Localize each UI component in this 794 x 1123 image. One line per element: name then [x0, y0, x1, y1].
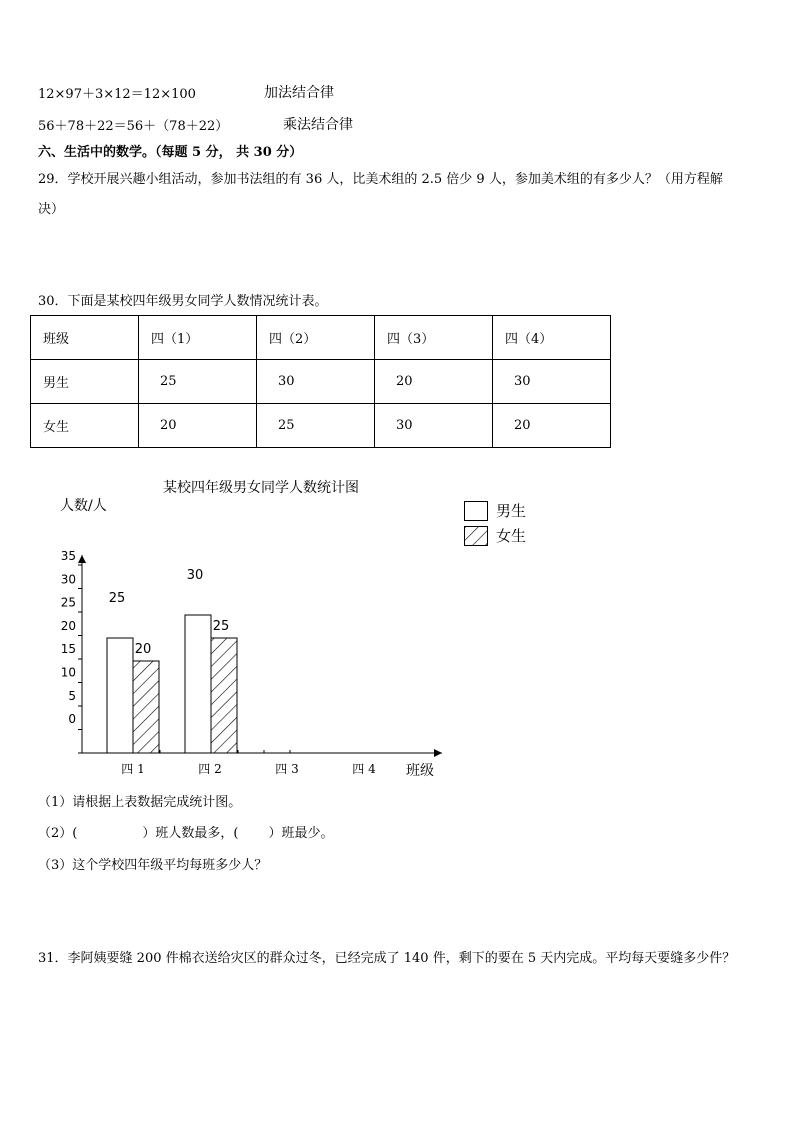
table-cell: 25 — [257, 404, 375, 448]
table-cell: 30 — [375, 404, 493, 448]
table-cell: 女生 — [31, 404, 139, 448]
question-30-intro: 30．下面是某校四年级男女同学人数情况统计表。 — [38, 294, 328, 309]
bar-boys — [107, 638, 133, 753]
question-30-sub-1: （1）请根据上表数据完成统计图。 — [38, 795, 242, 810]
y-tick-label: 5 — [68, 688, 76, 703]
table-cell: 30 — [257, 360, 375, 404]
law-expression-1: 12×97＋3×12＝12×100 — [38, 87, 196, 102]
question-29-line-1: 29．学校开展兴趣小组活动，参加书法组的有 36 人，比美术组的 2.5 倍少 9 人，参加美术组的有多少人？（用方程解 — [38, 172, 723, 187]
table-cell: 20 — [139, 404, 257, 448]
x-tick-label: 四 4 — [352, 762, 376, 776]
data-label: 25 — [212, 619, 230, 634]
question-30-sub-2: （2）( ）班人数最多，( ）班最少。 — [38, 826, 334, 841]
y-tick-label: 30 — [60, 572, 76, 587]
y-tick-label: 25 — [60, 595, 76, 610]
y-tick-label: 20 — [60, 618, 76, 633]
table-header-cell: 班级 — [31, 316, 139, 360]
data-label: 30 — [186, 568, 204, 583]
chart-title: 某校四年级男女同学人数统计图 — [163, 480, 359, 496]
stats-table — [30, 315, 611, 448]
y-tick-label: 35 — [60, 549, 76, 563]
y-tick-label: 10 — [60, 665, 76, 680]
legend-label-boys: 男生 — [496, 502, 527, 520]
table-cell: 25 — [139, 360, 257, 404]
y-tick-label: 0 — [68, 712, 76, 727]
law-name-2: 乘法结合律 — [283, 117, 353, 133]
y-axis-arrow — [78, 555, 86, 563]
table-row — [31, 360, 611, 404]
y-axis-label: 人数/人 — [60, 498, 107, 514]
bar-girls — [211, 638, 237, 753]
data-label: 20 — [134, 642, 152, 657]
section-six-title: 六、生活中的数学。（每题 5 分， 共 30 分） — [38, 145, 303, 160]
x-axis-label: 班级 — [406, 763, 434, 779]
table-header-cell: 四（4） — [493, 316, 611, 360]
data-label: 25 — [108, 591, 126, 606]
legend-label-girls: 女生 — [496, 527, 527, 545]
bar-girls — [133, 661, 159, 753]
question-29-line-2: 决） — [38, 202, 65, 217]
question-31: 31．李阿姨要缝 200 件棉衣送给灾区的群众过冬，已经完成了 140 件，剩下的要在 5 天内完成。平均每天要缝多少件？ — [38, 951, 736, 966]
legend-swatch-girls — [464, 526, 488, 546]
table-header-cell: 四（2） — [257, 316, 375, 360]
table-row — [31, 404, 611, 448]
table-cell: 30 — [493, 360, 611, 404]
table-cell: 男生 — [31, 360, 139, 404]
x-tick-label: 四 1 — [121, 762, 145, 776]
table-cell: 20 — [375, 360, 493, 404]
table-header-cell: 四（1） — [139, 316, 257, 360]
law-name-1: 加法结合律 — [264, 85, 334, 101]
question-30-sub-3: （3）这个学校四年级平均每班多少人？ — [38, 858, 268, 873]
table-header-cell: 四（3） — [375, 316, 493, 360]
bar-boys — [185, 615, 211, 753]
x-tick-label: 四 3 — [275, 762, 299, 776]
table-cell: 20 — [493, 404, 611, 448]
legend-swatch-boys — [464, 501, 488, 521]
x-axis-arrow — [434, 749, 442, 757]
law-expression-2: 56＋78＋22＝56＋（78＋22） — [38, 119, 229, 134]
table-header-row — [31, 316, 611, 360]
y-tick-label: 15 — [60, 642, 76, 657]
x-tick-label: 四 2 — [198, 762, 222, 776]
